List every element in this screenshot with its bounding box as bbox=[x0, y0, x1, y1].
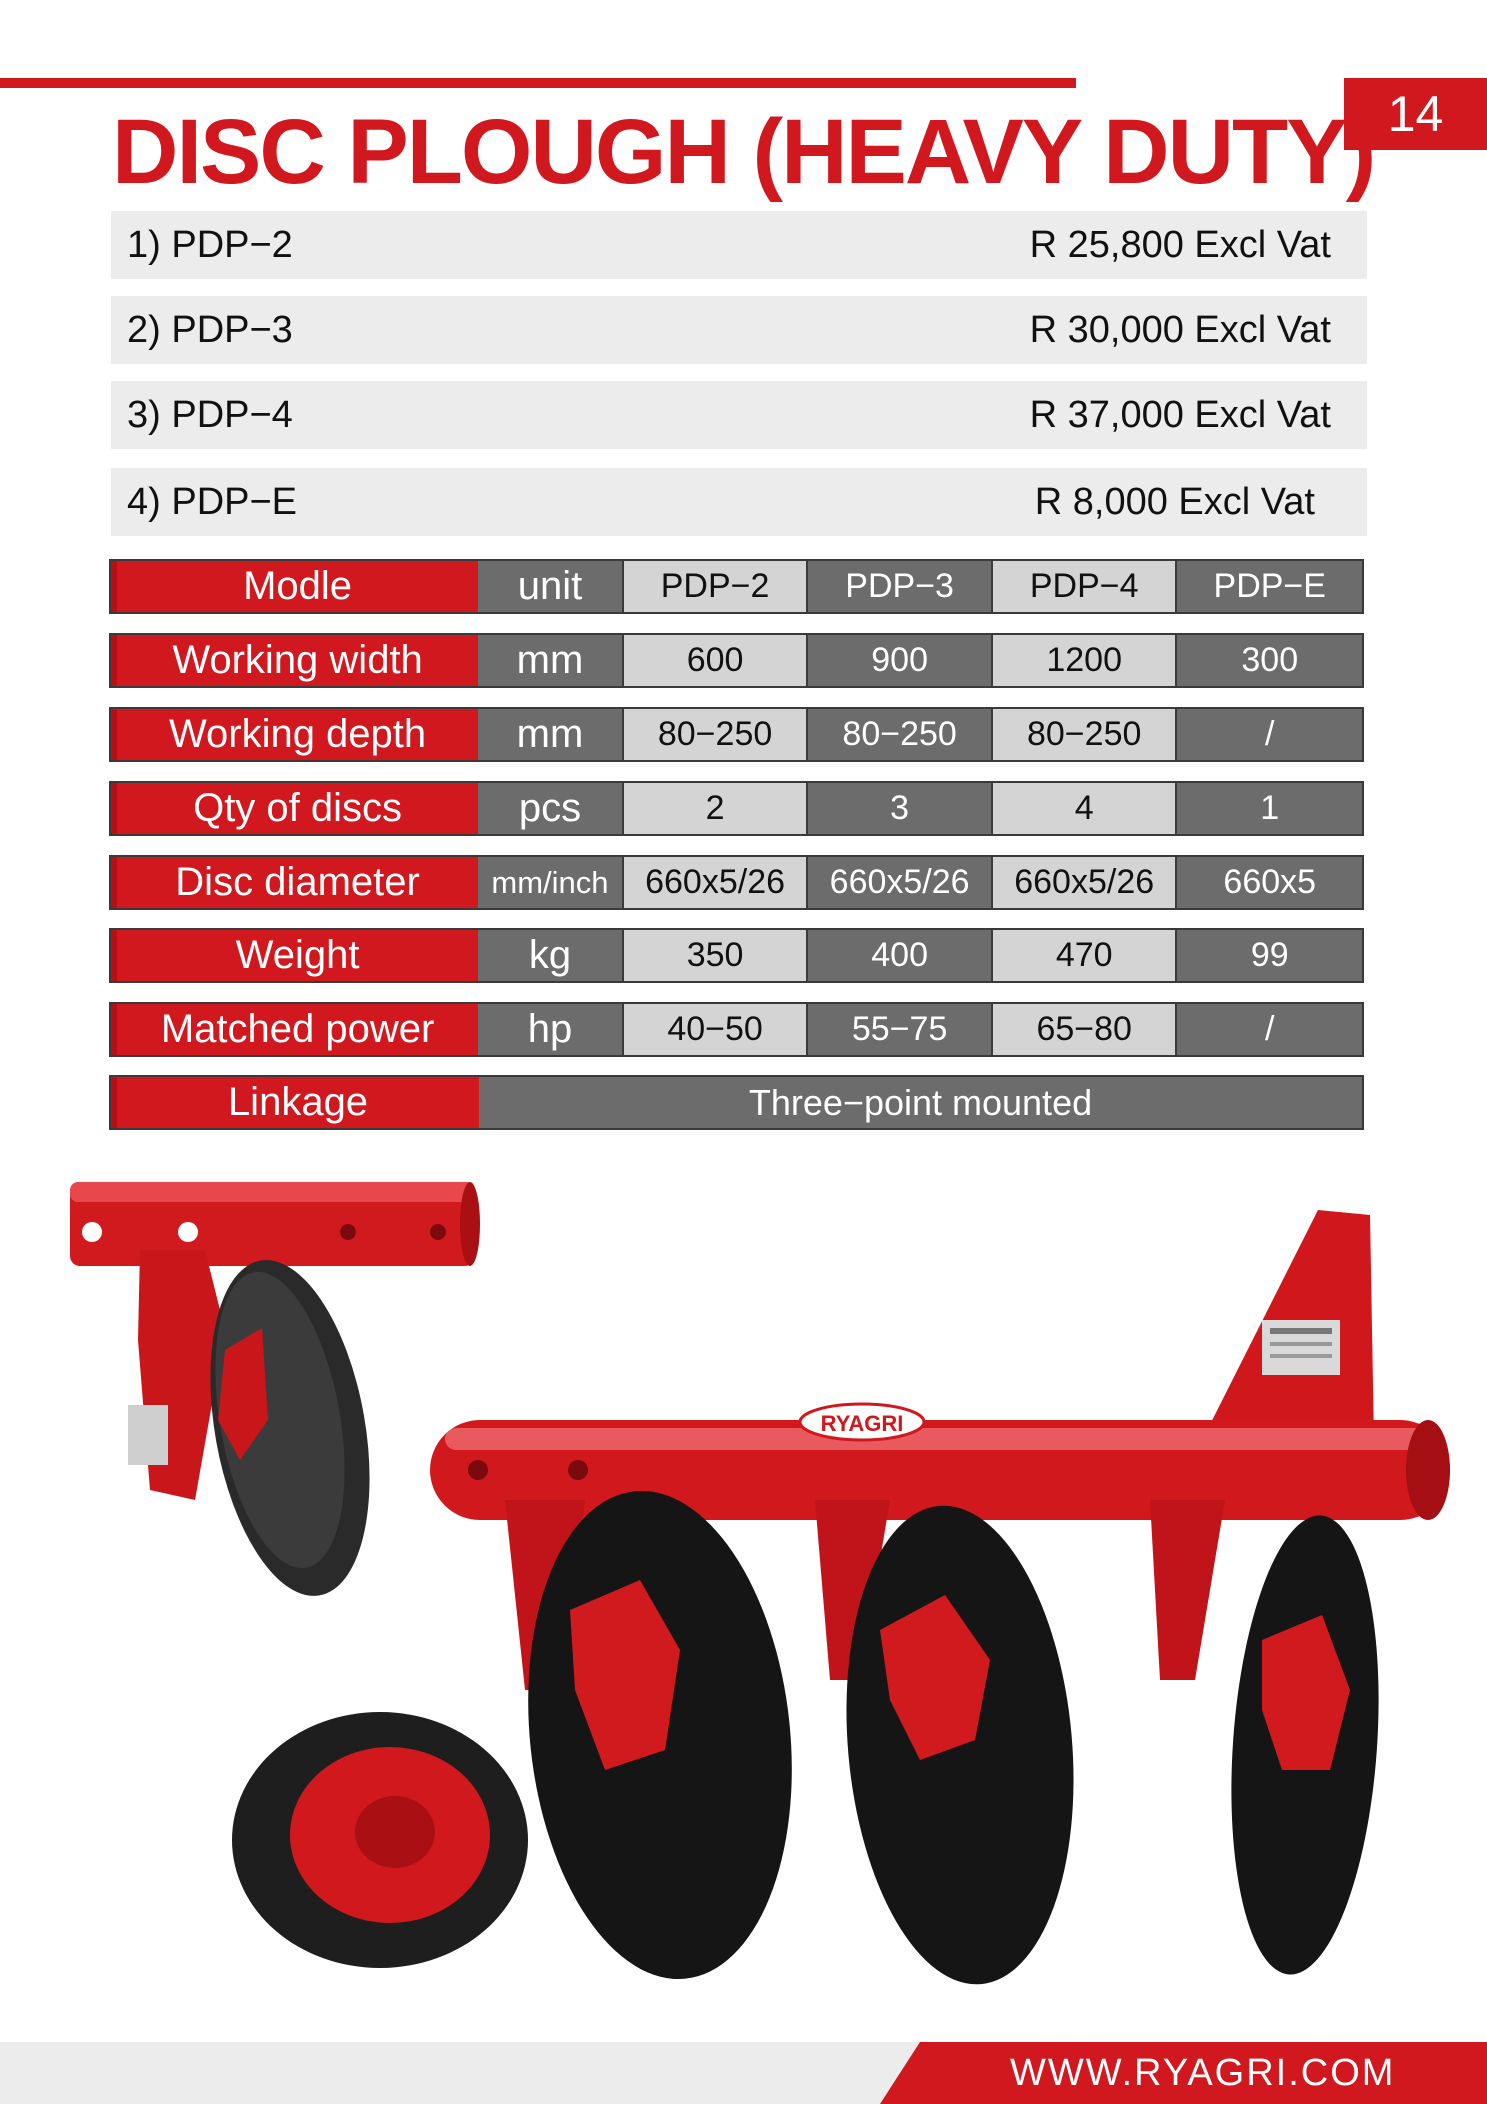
model-header: PDP−E bbox=[1177, 561, 1362, 612]
spec-label: Modle bbox=[111, 561, 478, 612]
spec-unit: mm/inch bbox=[478, 857, 624, 908]
spec-value: 400 bbox=[808, 930, 993, 981]
spec-value: 1200 bbox=[993, 635, 1178, 686]
price-value: R 30,000 Excl Vat bbox=[1029, 308, 1331, 351]
spec-row bbox=[109, 855, 1364, 910]
single-disc-attachment bbox=[70, 1182, 480, 1608]
spec-value: 99 bbox=[1177, 930, 1362, 981]
spec-value: 660x5/26 bbox=[993, 857, 1178, 908]
spec-value: 300 bbox=[1177, 635, 1362, 686]
spec-row bbox=[109, 781, 1364, 836]
model-header: PDP−3 bbox=[808, 561, 993, 612]
spec-label: Matched power bbox=[111, 1004, 478, 1055]
spec-value: 80−250 bbox=[624, 709, 809, 760]
header-rule bbox=[0, 78, 1076, 88]
spec-unit: pcs bbox=[478, 783, 624, 834]
spec-unit: kg bbox=[478, 930, 624, 981]
spec-unit: hp bbox=[478, 1004, 624, 1055]
price-value: R 37,000 Excl Vat bbox=[1029, 393, 1331, 436]
spec-label: Weight bbox=[111, 930, 478, 981]
gauge-wheel bbox=[232, 1712, 528, 1968]
spec-value: 40−50 bbox=[624, 1004, 809, 1055]
price-row bbox=[111, 468, 1367, 536]
spec-value: 80−250 bbox=[993, 709, 1178, 760]
spec-value: 900 bbox=[808, 635, 993, 686]
spec-value: 3 bbox=[808, 783, 993, 834]
spec-value: 470 bbox=[993, 930, 1178, 981]
spec-value: 2 bbox=[624, 783, 809, 834]
spec-value: 1 bbox=[1177, 783, 1362, 834]
model-header: PDP−4 bbox=[993, 561, 1178, 612]
price-row bbox=[111, 211, 1367, 279]
frame-logo-text: RYAGRI bbox=[820, 1411, 904, 1436]
linkage-value: Three−point mounted bbox=[479, 1077, 1362, 1128]
spec-value: 350 bbox=[624, 930, 809, 981]
disc-plough-illustration bbox=[0, 1170, 1487, 2010]
spec-value: 80−250 bbox=[808, 709, 993, 760]
spec-row bbox=[109, 707, 1364, 762]
spec-value: 55−75 bbox=[808, 1004, 993, 1055]
spec-value: / bbox=[1177, 709, 1362, 760]
spec-value: 660x5/26 bbox=[624, 857, 809, 908]
spec-unit: mm bbox=[478, 709, 624, 760]
price-item: 1) PDP−2 bbox=[127, 223, 293, 266]
plough-disc bbox=[1217, 1511, 1393, 1980]
price-item: 2) PDP−3 bbox=[127, 308, 293, 351]
spec-label: Working width bbox=[111, 635, 478, 686]
linkage-row bbox=[109, 1075, 1364, 1130]
spec-label: Qty of discs bbox=[111, 783, 478, 834]
spec-label: Linkage bbox=[111, 1077, 479, 1128]
spec-value: 660x5/26 bbox=[808, 857, 993, 908]
price-item: 3) PDP−4 bbox=[127, 393, 293, 436]
spec-row bbox=[109, 1002, 1364, 1057]
page-title: DISC PLOUGH (HEAVY DUTY) bbox=[112, 101, 1375, 203]
spec-unit: mm bbox=[478, 635, 624, 686]
spec-unit: unit bbox=[478, 561, 624, 612]
spec-header-row bbox=[109, 559, 1364, 614]
spec-value: 65−80 bbox=[993, 1004, 1178, 1055]
website-link[interactable]: WWW.RYAGRI.COM bbox=[1010, 2051, 1396, 2094]
spec-label: Disc diameter bbox=[111, 857, 478, 908]
price-item: 4) PDP−E bbox=[127, 480, 298, 523]
price-value: R 25,800 Excl Vat bbox=[1029, 223, 1331, 266]
spec-value: 600 bbox=[624, 635, 809, 686]
spec-label: Working depth bbox=[111, 709, 478, 760]
spec-row bbox=[109, 633, 1364, 688]
page-number-badge: 14 bbox=[1344, 78, 1487, 150]
spec-value: 4 bbox=[993, 783, 1178, 834]
model-header: PDP−2 bbox=[624, 561, 809, 612]
spec-value: 660x5 bbox=[1177, 857, 1362, 908]
spec-row bbox=[109, 928, 1364, 983]
price-row bbox=[111, 296, 1367, 364]
spec-value: / bbox=[1177, 1004, 1362, 1055]
price-value: R 8,000 Excl Vat bbox=[1034, 480, 1315, 523]
price-row bbox=[111, 381, 1367, 449]
